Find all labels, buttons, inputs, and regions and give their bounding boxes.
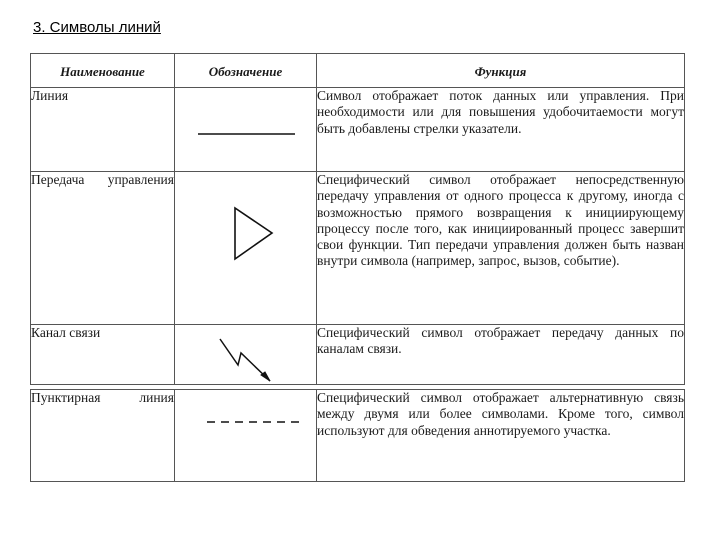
solid-line-icon <box>175 88 317 171</box>
page-title: 3. Символы линий <box>33 19 161 36</box>
row-symbol <box>175 172 317 325</box>
dashed-line-icon <box>175 390 317 481</box>
zigzag-arrow-icon <box>175 325 317 385</box>
table-header-row <box>31 54 685 88</box>
row-name: Канал связи <box>31 325 175 385</box>
header-name: Наименование <box>31 54 175 88</box>
row-name <box>31 390 175 482</box>
row-function: Специфический символ отображает альтернативную связь между двумя или более символами. Кроме того, символ используют для обведения аннотируемого участка. <box>317 390 685 482</box>
table-row <box>31 390 685 482</box>
table-row <box>31 325 685 385</box>
row-name-text: Пунктирная линия <box>31 390 174 405</box>
row-symbol <box>175 390 317 482</box>
row-function: Специфический символ отображает непосредственную передачу управления от одного процесса к другому, иногда с возможностью прямого возвращения к инициирующему процессу после того, как инициированный процесс завершит свои функции. Тип передачи управления должен быть назван внутри символа (например, запрос, вызов, событие). <box>317 172 685 325</box>
row-symbol <box>175 325 317 385</box>
row-function: Специфический символ отображает передачу данных по каналам связи. <box>317 325 685 385</box>
row-name-text: Передача управления <box>31 172 174 187</box>
header-symbol: Обозначение <box>175 54 317 88</box>
row-symbol <box>175 88 317 172</box>
table-row <box>31 172 685 325</box>
header-function: Функция <box>317 54 685 88</box>
line-symbols-table <box>30 53 685 482</box>
row-function: Символ отображает поток данных или управления. При необходимости или для повышения удобочитаемости могут быть добавлены стрелки указатели. <box>317 88 685 172</box>
row-name: Линия <box>31 88 175 172</box>
table-row <box>31 88 685 172</box>
row-name <box>31 172 175 325</box>
triangle-arrow-icon <box>175 172 317 324</box>
